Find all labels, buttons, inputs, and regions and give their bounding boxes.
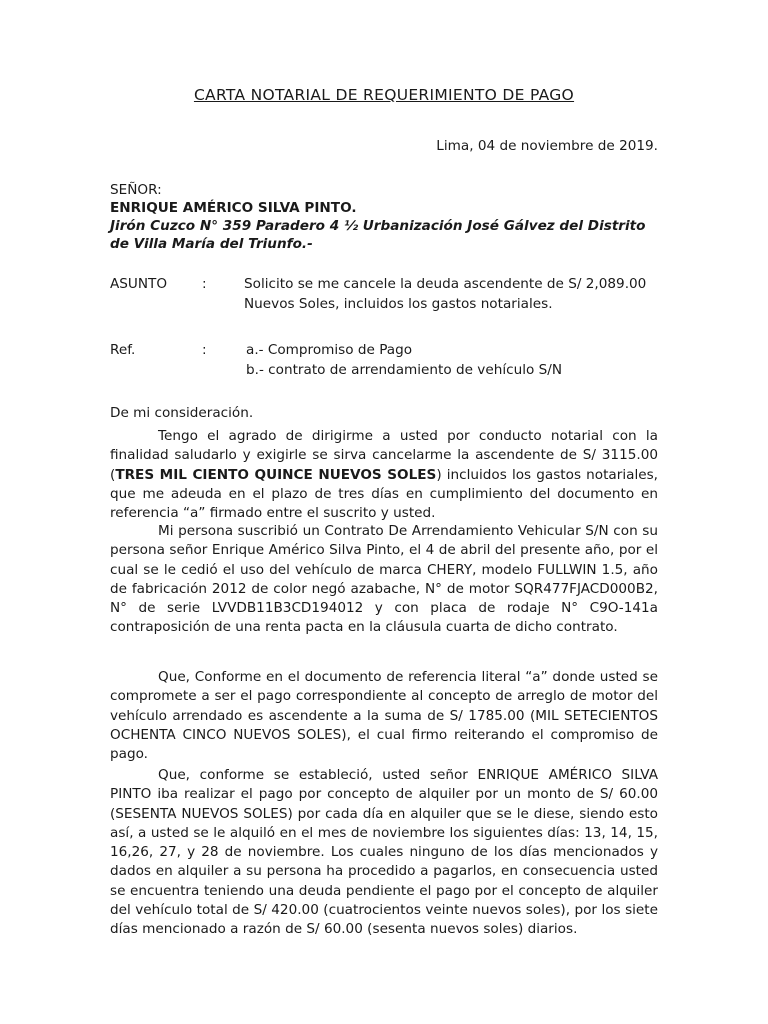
paragraph-3: Que, Conforme en el documento de referencia literal “a” donde usted se compromete a ser el pago correspondiente al concepto de arreglo de motor del vehículo arrendado es ascendente a la suma de S/ 1785.00 (MIL SETECIENTOS OCHENTA CINCO NUEVOS SOLES), el cual firmo reiterando el compromiso de pago. [110,669,658,763]
greeting: De mi consideración. [110,405,254,421]
subject-label: ASUNTO [110,276,168,292]
document-title: CARTA NOTARIAL DE REQUERIMIENTO DE PAGO [193,86,575,104]
paragraph-2: Mi persona suscribió un Contrato De Arrendamiento Vehicular S/N con su persona señor Enrique Américo Silva Pinto, el 4 de abril del presente año, por el cual se le cedió el uso del vehículo de marca CHERY, modelo FULLWIN 1.5, año de fabricación 2012 de color negó azabache, N° de motor SQR477FJACD000B2, N° de serie LVVDB11B3CD194012 y con placa de rodaje N° C9O-141a contraposición de una renta pacta en la cláusula cuarta de dicho contrato. [110,523,658,636]
reference-label: Ref. [110,342,136,358]
recipient-name: ENRIQUE AMÉRICO SILVA PINTO. [110,200,357,216]
letter-date: Lima, 04 de noviembre de 2019. [436,138,658,154]
recipient-salutation: SEÑOR: [110,182,162,198]
reference-items [246,340,660,380]
reference-colon: : [202,342,207,358]
paragraph-4: Que, conforme se estableció, usted señor ENRIQUE AMÉRICO SILVA PINTO iba realizar el pago por concepto de alquiler por un monto de S/ 60.00 (SESENTA NUEVOS SOLES) por cada día en alquiler que se le diese, siendo esto así, a usted se le alquiló en el mes de noviembre los siguientes días: 13, 14, 15, 16,26, 27, y 28 de noviembre. Los cuales ninguno de los días mencionados y dados en alquiler a su persona ha procedido a pagarlos, en consecuencia usted se encuentra teniendo una deuda pendiente el pago por el concepto de alquiler del vehículo total de S/ 420.00 (cuatrocientos veinte nuevos soles), por los siete días mencionado a razón de S/ 60.00 (sesenta nuevos soles) diarios. [110,767,658,938]
reference-item: a.- Compromiso de Pago [246,342,413,358]
paragraph-1 [110,427,658,523]
paragraph-1-text-start: Tengo el agrado de dirigirme a usted por conducto notarial con la finalidad saludarlo y exigirle se sirva cancelarme la ascendente de S/ 3115.00 ( [110,428,658,483]
paragraph-1-amount-words: TRES MIL CIENTO QUINCE NUEVOS SOLES [115,466,437,483]
reference-item: b.- contrato de arrendamiento de vehículo S/N [246,362,562,378]
recipient-block [110,181,658,253]
subject-colon: : [202,276,207,292]
paragraph-1-text-end: ) incluidos los gastos notariales, que me adeuda en el plazo de tres días en cumplimiento del documento en referencia “a” firmado entre el suscrito y usted. [110,466,658,522]
recipient-address: Jirón Cuzco N° 359 Paradero 4 ½ Urbanización José Gálvez del Distrito de Villa María del Triunfo.- [110,218,646,252]
subject-text: Solicito se me cancele la deuda ascendente de S/ 2,089.00 Nuevos Soles, incluidos los gastos notariales. [244,276,647,312]
